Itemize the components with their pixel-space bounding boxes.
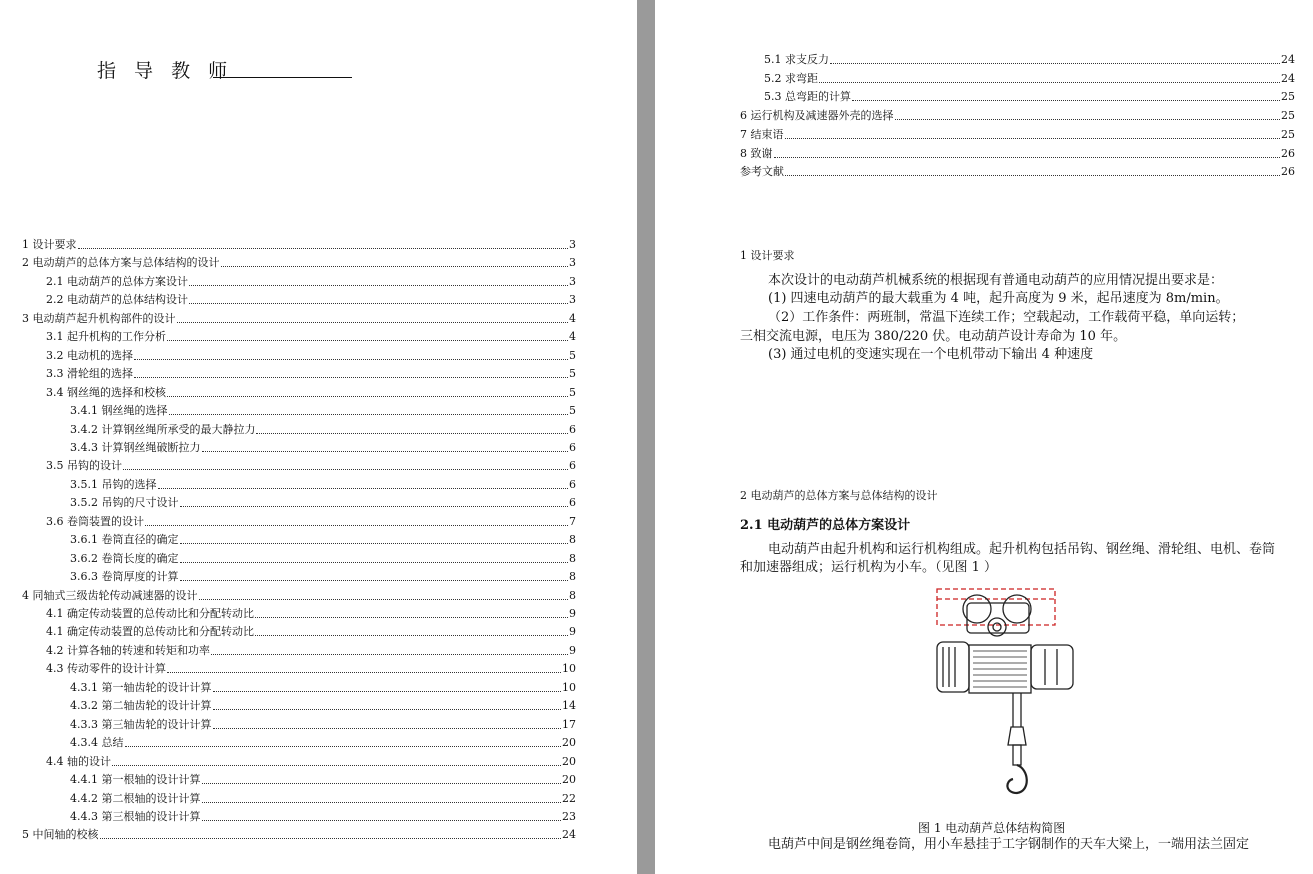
toc-entry[interactable]: [70, 570, 576, 583]
toc-entry-label: 7 结束语: [740, 127, 784, 141]
toc-entry[interactable]: [22, 589, 576, 602]
toc-leader-dots: [189, 303, 568, 304]
toc-entry[interactable]: [46, 293, 576, 306]
toc-entry[interactable]: [46, 607, 576, 620]
toc-entry-page: 25: [1281, 109, 1295, 123]
toc-leader-dots: [213, 709, 562, 710]
toc-leader-dots: [177, 322, 569, 323]
toc-leader-dots: [180, 562, 569, 563]
toc-entry-page: 20: [562, 773, 576, 787]
toc-entry[interactable]: [46, 459, 576, 472]
i-beam: [937, 589, 1055, 625]
toc-entry[interactable]: [70, 496, 576, 509]
toc-entry[interactable]: [70, 718, 576, 731]
toc-entry[interactable]: [740, 128, 1295, 141]
toc-entry-page: 17: [562, 717, 576, 731]
toc-entry-page: 8: [569, 551, 576, 565]
toc-entry-label: 8 致谢: [740, 146, 773, 160]
toc-entry[interactable]: [22, 238, 576, 251]
toc-leader-dots: [213, 728, 562, 729]
toc-leader-dots: [202, 820, 562, 821]
toc-entry-page: 25: [1281, 90, 1295, 104]
toc-entry-page: 9: [569, 643, 576, 657]
toc-leader-dots: [256, 433, 568, 434]
toc-entry-label: 5.1 求支反力: [764, 53, 829, 66]
toc-entry[interactable]: [22, 312, 576, 325]
toc-leader-dots: [167, 340, 568, 341]
toc-entry-page: 6: [569, 440, 576, 454]
toc-entry-page: 5: [569, 385, 576, 399]
toc-entry[interactable]: [70, 773, 576, 786]
toc-leader-dots: [221, 266, 569, 267]
toc-entry-page: 8: [569, 533, 576, 547]
toc-entry-label: 3.5 吊钩的设计: [46, 459, 122, 473]
toc-entry[interactable]: [22, 828, 576, 841]
toc-entry-page: 8: [569, 570, 576, 584]
toc-entry[interactable]: [46, 644, 576, 657]
toc-entry-label: 2 电动葫芦的总体方案与总体结构的设计: [22, 256, 220, 270]
toc-entry[interactable]: [46, 515, 576, 528]
toc-entry-label: 参考文献: [740, 165, 784, 179]
toc-leader-dots: [785, 175, 1280, 176]
toc-leader-dots: [167, 396, 568, 397]
section1-heading: 1 设计要求: [740, 249, 795, 262]
toc-leader-dots: [180, 580, 569, 581]
toc-entry[interactable]: [70, 810, 576, 823]
toc-entry[interactable]: [740, 147, 1295, 160]
gearbox-right: [1031, 645, 1073, 689]
toc-entry[interactable]: [740, 109, 1295, 122]
toc-entry[interactable]: [70, 404, 576, 417]
advisor-signature-line: [213, 77, 352, 78]
toc-entry-label: 4.4.3 第三根轴的设计计算: [70, 809, 201, 823]
toc-entry-page: 3: [569, 293, 576, 307]
toc-leader-dots: [100, 838, 562, 839]
toc-leader-dots: [255, 635, 568, 636]
toc-leader-dots: [123, 469, 568, 470]
toc-leader-dots: [134, 359, 568, 360]
toc-entry-label: 3.6.3 卷筒厚度的计算: [70, 570, 179, 584]
toc-entry-page: 3: [569, 274, 576, 288]
toc-entry-page: 9: [569, 625, 576, 639]
toc-entry[interactable]: [70, 423, 576, 436]
toc-entry-label: 4.4 轴的设计: [46, 754, 111, 768]
toc-entry-label: 5.3 总弯距的计算: [764, 90, 851, 104]
toc-leader-dots: [180, 543, 569, 544]
toc-entry[interactable]: [740, 165, 1295, 178]
toc-leader-dots: [774, 157, 1281, 158]
toc-entry[interactable]: [46, 275, 576, 288]
toc-leader-dots: [895, 119, 1281, 120]
toc-leader-dots: [785, 138, 1281, 139]
toc-entry[interactable]: [46, 330, 576, 343]
toc-leader-dots: [189, 285, 568, 286]
toc-entry-label: 3.2 电动机的选择: [46, 348, 133, 362]
toc-entry-page: 20: [562, 754, 576, 768]
toc-entry-page: 10: [562, 662, 576, 676]
toc-entry[interactable]: [70, 699, 576, 712]
toc-entry-label: 2.1 电动葫芦的总体方案设计: [46, 274, 188, 288]
toc-entry-label: 3.4.3 计算钢丝绳破断拉力: [70, 440, 201, 454]
toc-leader-dots: [112, 765, 561, 766]
hook: [1007, 765, 1026, 793]
toc-entry-label: 4.4.2 第二根轴的设计计算: [70, 791, 201, 805]
motor-left: [937, 642, 969, 692]
toc-entry-page: 3: [569, 238, 576, 251]
toc-entry-page: 24: [562, 828, 576, 842]
toc-entry[interactable]: [764, 53, 1295, 66]
toc-entry[interactable]: [70, 441, 576, 454]
toc-leader-dots: [830, 63, 1280, 64]
hoist-figure: [933, 587, 1077, 805]
toc-entry-page: 5: [569, 367, 576, 381]
toc-entry[interactable]: [46, 349, 576, 362]
toc-entry[interactable]: [764, 90, 1295, 103]
toc-entry-label: 4.1 确定传动装置的总传动比和分配转动比: [46, 607, 254, 620]
toc-leader-dots: [819, 82, 1280, 83]
toc-entry-page: 6: [569, 459, 576, 473]
advisor-label: 指 导 教 师: [97, 60, 234, 82]
toc-entry-label: 4 同轴式三级齿轮传动减速器的设计: [22, 588, 198, 602]
toc-entry-label: 6 运行机构及减速器外壳的选择: [740, 109, 894, 123]
section2-heading: 2 电动葫芦的总体方案与总体结构的设计: [740, 489, 938, 502]
toc-leader-dots: [169, 414, 569, 415]
toc-entry-page: 24: [1281, 71, 1295, 85]
toc-entry-label: 5.2 求弯距: [764, 71, 818, 85]
toc-entry-page: 22: [562, 791, 576, 805]
toc-leader-dots: [145, 525, 568, 526]
toc-entry-label: 1 设计要求: [22, 238, 77, 251]
toc-leader-dots: [78, 248, 569, 249]
toc-leader-dots: [134, 377, 568, 378]
toc-leader-dots: [202, 451, 569, 452]
section1-line-1: 本次设计的电动葫芦机械系统的根据现有普通电动葫芦的应用情况提出要求是：: [768, 273, 1224, 288]
toc-leader-dots: [180, 506, 569, 507]
toc-entry-page: 6: [569, 477, 576, 491]
toc-entry-label: 5 中间轴的校核: [22, 828, 99, 842]
toc-entry-label: 3.4 钢丝绳的选择和校核: [46, 385, 166, 399]
toc-entry-label: 3.1 起升机构的工作分析: [46, 330, 166, 344]
toc-entry-label: 3.6.1 卷筒直径的确定: [70, 533, 179, 547]
toc-entry[interactable]: [46, 386, 576, 399]
toc-entry-label: 4.3.1 第一轴齿轮的设计计算: [70, 680, 212, 694]
toc-entry[interactable]: [70, 533, 576, 546]
toc-entry[interactable]: [22, 256, 576, 269]
toc-entry-label: 4.4.1 第一根轴的设计计算: [70, 773, 201, 787]
toc-leader-dots: [199, 599, 569, 600]
toc-leader-dots: [852, 100, 1280, 101]
toc-entry-label: 4.2 计算各轴的转速和转矩和功率: [46, 643, 210, 657]
toc-leader-dots: [255, 617, 568, 618]
toc-entry[interactable]: [70, 552, 576, 565]
toc-entry-page: 26: [1281, 146, 1295, 160]
section1-line-5: (3) 通过电机的变速实现在一个电机带动下输出 4 种速度: [768, 347, 1094, 362]
toc-entry-label: 3.6.2 卷筒长度的确定: [70, 551, 179, 565]
toc-entry-label: 3.5.1 吊钩的选择: [70, 477, 157, 491]
toc-entry[interactable]: [70, 792, 576, 805]
toc-entry-label: 4.3.3 第三轴齿轮的设计计算: [70, 717, 212, 731]
toc-entry-page: 14: [562, 699, 576, 713]
toc-entry-page: 4: [569, 311, 576, 325]
toc-leader-dots: [125, 746, 562, 747]
toc-entry-page: 8: [569, 588, 576, 602]
toc-entry-label: 2.2 电动葫芦的总体结构设计: [46, 293, 188, 307]
toc-entry[interactable]: [70, 736, 576, 749]
toc-entry-label: 3.3 滑轮组的选择: [46, 367, 133, 381]
toc-entry-label: 3 电动葫芦起升机构部件的设计: [22, 311, 176, 325]
section1-line-4: 三相交流电源，电压为 380/220 伏。电动葫芦设计寿命为 10 年。: [740, 329, 1127, 344]
toc-entry-page: 10: [562, 680, 576, 694]
toc-leader-dots: [202, 802, 562, 803]
toc-entry-label: 4.3.4 总结: [70, 736, 124, 750]
section1-line-2: (1) 四速电动葫芦的最大载重为 4 吨，起升高度为 9 米，起吊速度为 8m/min。: [768, 291, 1229, 306]
toc-entry[interactable]: [46, 755, 576, 768]
toc-entry-page: 24: [1281, 53, 1295, 66]
toc-entry-label: 4.3.2 第二轴齿轮的设计计算: [70, 699, 212, 713]
toc-entry[interactable]: [46, 662, 576, 675]
toc-leader-dots: [167, 672, 561, 673]
after-figure-line: 电葫芦中间是钢丝绳卷筒，用小车悬挂于工字钢制作的天车大梁上，一端用法兰固定: [768, 837, 1250, 852]
toc-leader-dots: [158, 488, 569, 489]
toc-entry-page: 5: [569, 348, 576, 362]
toc-entry-label: 4.3 传动零件的设计计算: [46, 662, 166, 676]
toc-leader-dots: [211, 654, 568, 655]
toc-entry-page: 5: [569, 404, 576, 418]
toc-entry[interactable]: [46, 367, 576, 380]
figure-caption: 图 1 电动葫芦总体结构简图: [918, 821, 1066, 835]
toc-entry[interactable]: [70, 681, 576, 694]
toc-entry-page: 4: [569, 330, 576, 344]
toc-entry-label: 3.4.1 钢丝绳的选择: [70, 404, 168, 418]
toc-entry-page: 7: [569, 514, 576, 528]
left-page: [0, 0, 637, 874]
toc-entry-page: 20: [562, 736, 576, 750]
toc-entry-page: 26: [1281, 165, 1295, 179]
toc-entry-label: 3.4.2 计算钢丝绳所承受的最大静拉力: [70, 422, 256, 436]
toc-entry-page: 3: [569, 256, 576, 270]
hook-block: [1008, 727, 1026, 745]
toc-entry[interactable]: [70, 478, 576, 491]
toc-entry-label: 3.5.2 吊钩的尺寸设计: [70, 496, 179, 510]
section21-line-1: 电动葫芦由起升机构和运行机构组成。起升机构包括吊钩、钢丝绳、滑轮组、电机、卷筒: [768, 542, 1276, 557]
section1-line-3: （2）工作条件：两班制，常温下连续工作；空载起动，工作载荷平稳，单向运转；: [768, 310, 1245, 325]
toc-leader-dots: [213, 691, 562, 692]
section21-heading: 2.1 电动葫芦的总体方案设计: [740, 518, 911, 533]
toc-entry[interactable]: [46, 625, 576, 638]
toc-entry-page: 23: [562, 809, 576, 823]
section21-line-2: 和加速器组成；运行机构为小车。（见图 1 ）: [740, 560, 998, 575]
toc-entry[interactable]: [764, 72, 1295, 85]
toc-entry-page: 6: [569, 496, 576, 510]
toc-entry-page: 9: [569, 607, 576, 620]
toc-entry-page: 25: [1281, 127, 1295, 141]
toc-entry-page: 6: [569, 422, 576, 436]
toc-entry-label: 3.6 卷筒装置的设计: [46, 514, 144, 528]
toc-leader-dots: [202, 783, 562, 784]
toc-entry-label: 4.1 确定传动装置的总传动比和分配转动比: [46, 625, 254, 639]
